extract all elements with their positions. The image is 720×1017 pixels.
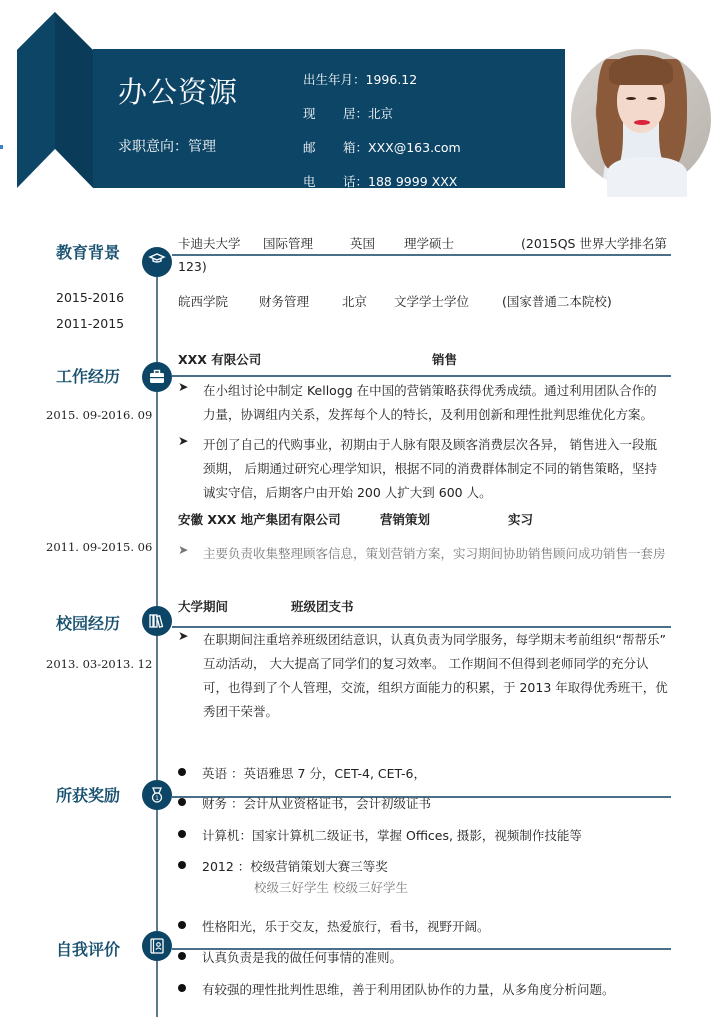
- job-company: XXX 有限公司: [178, 352, 262, 367]
- info-residence-value: 北京: [368, 106, 394, 121]
- info-residence-label-a: 现: [303, 106, 316, 121]
- campus-role: 班级团支书: [291, 599, 354, 614]
- books-icon: [142, 606, 172, 636]
- svg-text:1: 1: [155, 795, 159, 802]
- info-email-label-a: 邮: [303, 140, 316, 155]
- arrow-bullet-icon: ➤: [178, 542, 189, 557]
- arrow-bullet-icon: ➤: [178, 628, 189, 643]
- info-email-value[interactable]: XXX@163.com: [368, 140, 461, 155]
- bullet-line: 力量，协调组内关系，发挥每个人的特长，及利用创新和理性批判思维优化方案。: [203, 407, 654, 422]
- education-date-2: 2011-2015: [56, 316, 125, 331]
- section-rule-work: [172, 375, 671, 377]
- campus-date: 2013. 03-2013. 12: [46, 657, 153, 671]
- job-intent-label: 求职意向：: [118, 139, 188, 155]
- section-rule-education: [172, 254, 671, 256]
- edge-mark: [0, 145, 3, 149]
- job-intent-value: 管理: [188, 139, 216, 155]
- bullet-line: 开创了自己的代购事业，初期由于人脉有限及顾客消费层次各异， 销售进入一段瓶: [203, 437, 657, 452]
- bullet-dot-icon: [178, 952, 186, 960]
- edu-school: 卡迪夫大学: [178, 236, 241, 251]
- bullet-dot-icon: [178, 861, 186, 869]
- edu-location: 北京: [342, 294, 368, 309]
- bullet-dot-icon: [178, 768, 186, 776]
- avatar-photo: [571, 49, 711, 189]
- info-phone-label-b: 话：: [343, 174, 369, 189]
- job-bullet-clipped: [178, 540, 678, 561]
- bullet-line: 秀团干荣誉。: [203, 704, 279, 719]
- briefcase-icon: [142, 362, 172, 392]
- work-date-2: 2011. 09-2015. 06: [46, 540, 153, 554]
- section-title-self-eval: 自我评价: [55, 940, 120, 959]
- info-residence: [303, 104, 393, 122]
- graduation-cap-icon: [142, 247, 172, 277]
- bullet-dot-icon: [178, 798, 186, 806]
- job-role: 营销策划: [380, 512, 431, 527]
- bullet-line: 在小组讨论中制定 Kellogg 在中国的营销策略获得优秀成绩。通过利用团队合作的: [203, 383, 657, 398]
- candidate-name: 办公资源: [118, 75, 239, 109]
- contact-book-icon: [142, 931, 172, 961]
- job-role: 销售: [432, 352, 458, 367]
- medal-icon: [142, 780, 172, 810]
- info-phone: [303, 172, 457, 190]
- bullet-line: 互动活动， 大大提高了同学们的复习效率。 工作期间不但得到老师同学的充分认: [203, 656, 649, 671]
- section-title-campus: 校园经历: [55, 614, 120, 633]
- edu-note-cont: 123): [178, 259, 207, 274]
- edu-note: (国家普通二本院校): [502, 294, 612, 309]
- bullet-line: 颈期， 后期通过研究心理学知识，根据不同的消费群体制定不同的销售策略，坚持: [203, 461, 657, 476]
- bullet-dot-icon: [178, 921, 186, 929]
- header-ribbon-decoration: [17, 12, 93, 188]
- award-item-clipped: 校级三好学生 校级三好学生: [254, 880, 408, 895]
- info-birth: [303, 70, 417, 88]
- bullet-dot-icon: [178, 984, 186, 992]
- arrow-bullet-icon: ➤: [178, 379, 189, 394]
- section-title-work: 工作经历: [55, 367, 120, 386]
- arrow-bullet-icon: ➤: [178, 433, 189, 448]
- info-email: [303, 138, 461, 156]
- job-type: 实习: [508, 512, 534, 527]
- info-phone-label-a: 电: [303, 174, 316, 189]
- education-date-1: 2015-2016: [56, 290, 125, 305]
- bullet-line: 诚实守信，后期客户由开始 200 人扩大到 600 人。: [203, 485, 492, 500]
- edu-major: 国际管理: [263, 236, 314, 251]
- bullet-line: 可，也得到了个人管理，交流，组织方面能力的积累，于 2013 年取得优秀班干，优: [203, 680, 668, 695]
- edu-major: 财务管理: [259, 294, 310, 309]
- bullet-line: 在职期间注重培养班级团结意识，认真负责为同学服务，每学期末考前组织“帮帮乐”: [203, 632, 666, 647]
- edu-note: (2015QS 世界大学排名第: [521, 236, 667, 251]
- work-date-1: 2015. 09-2016. 09: [46, 408, 153, 422]
- campus-period: 大学期间: [178, 599, 229, 614]
- info-birth-label: 出生年月：: [303, 72, 366, 87]
- edu-location: 英国: [350, 236, 376, 251]
- bullet-dot-icon: [178, 830, 186, 838]
- job-company: 安徽 XXX 地产集团有限公司: [178, 512, 341, 527]
- section-title-education: 教育背景: [55, 243, 120, 262]
- bullet-line: 主要负责收集整理顾客信息，策划营销方案，实习期间协助销售顾问成功销售一套房: [203, 546, 666, 561]
- info-residence-label-b: 居：: [343, 106, 369, 121]
- info-birth-value: 1996.12: [365, 72, 418, 87]
- section-title-awards: 所获奖励: [55, 786, 120, 805]
- info-phone-clip: [303, 170, 563, 188]
- edu-school: 皖西学院: [178, 294, 229, 309]
- edu-degree: 文学学士学位: [394, 294, 470, 309]
- info-phone-value: 188 9999 XXX: [368, 174, 458, 189]
- info-email-label-b: 箱：: [343, 140, 369, 155]
- job-intent: [118, 136, 216, 156]
- edu-degree: 理学硕士: [404, 236, 455, 251]
